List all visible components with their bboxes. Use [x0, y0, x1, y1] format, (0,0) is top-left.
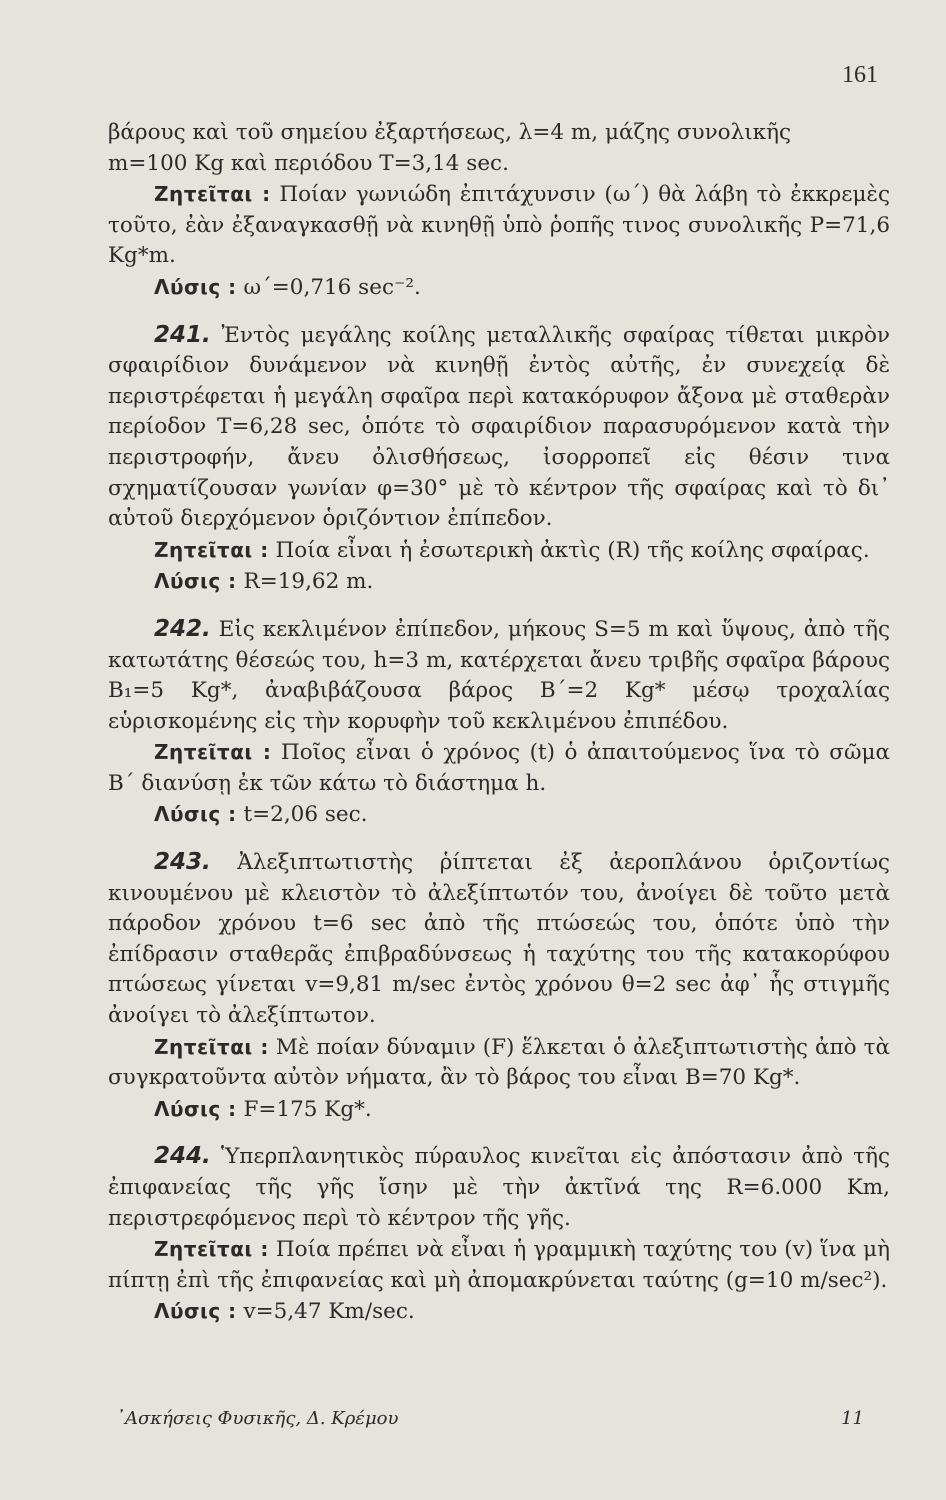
solution: [108, 1094, 890, 1126]
solution: [108, 272, 890, 304]
requirement-text: Ποία εἶναι ἡ ἐσωτερικὴ ἀκτὶς (R) τῆς κοίλης σφαίρας.: [268, 537, 870, 563]
requirement-text: Ποία πρέπει νὰ εἶναι ἡ γραμμικὴ ταχύτης του (v) ἵνα μὴ πίπτῃ ἐπὶ τῆς ἐπιφανείας καὶ μὴ ἀπομακρύνεται ταύτης (g=10 m/sec²).: [108, 1237, 891, 1293]
solution: [108, 566, 890, 598]
page-footer: [116, 1408, 864, 1429]
solution: [108, 799, 890, 831]
problem-242: [108, 614, 890, 737]
problem-244: [108, 1141, 890, 1234]
requirement-label: Ζητεῖται :: [154, 182, 271, 207]
text-line: βάρους καὶ τοῦ σημείου ἐξαρτήσεως, λ=4 m, μάζης συνολικῆς: [108, 120, 792, 145]
requirement: [108, 1032, 890, 1094]
text-line: m=100 Kg καὶ περιόδου T=3,14 sec.: [108, 150, 509, 176]
requirement-text: Μὲ ποίαν δύναμιν (F) ἕλκεται ὁ ἀλεξιπτωτιστὴς ἀπὸ τὰ συγκρατοῦντα αὐτὸν νήματα, ἂν τὸ βάρος του εἶναι B=70 Kg*.: [108, 1034, 891, 1091]
requirement: [108, 737, 890, 799]
solution-label: Λύσις :: [154, 274, 237, 299]
solution-text: ω΄=0,716 sec⁻².: [236, 274, 421, 300]
problem-text: Εἰς κεκλιμένον ἐπίπεδον, μήκους S=5 m καὶ ὕψους, ἀπὸ τῆς κατωτάτης θέσεώς του, h=3 m, κατέρχεται ἄνευ τριβῆς σφαῖρα βάρους B₁=5 Kg*, ἀναβιβάζουσα βάρος B΄=2 Kg* μέσῳ τροχαλίας εὑρισκομένης εἰς τὴν κορυφὴν τοῦ κεκλιμένου ἐπιπέδου.: [108, 616, 890, 734]
requirement-label: Ζητεῖται :: [154, 740, 272, 765]
problem-241: [108, 320, 890, 535]
problem-number: 243.: [154, 849, 211, 876]
solution-label: Λύσις :: [154, 569, 237, 594]
solution-text: v=5,47 Km/sec.: [236, 1299, 415, 1325]
problem-text: Ἐντὸς μεγάλης κοίλης μεταλλικῆς σφαίρας τίθεται μικρὸν σφαιρίδιον δυνάμενον νὰ κινηθῇ ἐντὸς αὐτῆς, ἐν συνεχείᾳ δὲ περιστρέφεται ἡ μεγάλη σφαῖρα περὶ κατακόρυφον ἄξονα μὲ σταθερὰν περίοδον T=6,28 sec, ὁπότε τὸ σφαιρίδιον παρασυρόμενον κατὰ τὴν περιστροφήν, ἄνευ ὀλισθήσεως, ἰσορροπεῖ εἰς θέσιν τινα σχηματίζουσαν γωνίαν φ=30° μὲ τὸ κέντρον τῆς σφαίρας καὶ τὸ δι᾽ αὐτοῦ διερχόμενον ὁριζόντιον ἐπίπεδον.: [108, 322, 891, 532]
problem-number: 244.: [154, 1143, 211, 1170]
problem-243: [108, 847, 890, 1032]
problem-number: 242.: [154, 615, 211, 642]
solution-label: Λύσις :: [154, 1096, 237, 1121]
requirement-text: Ποῖος εἶναι ὁ χρόνος (t) ὁ ἀπαιτούμενος ἵνα τὸ σῶμα B΄ διανύσῃ ἐκ τῶν κάτω τὸ διάστημα h.: [108, 740, 890, 796]
footer-book-title: ᾽Ασκήσεις Φυσικῆς, Δ. Κρέμου: [116, 1408, 399, 1429]
footer-signature-number: 11: [841, 1408, 864, 1429]
requirement: [108, 1234, 890, 1296]
requirement: [108, 535, 890, 567]
solution-label: Λύσις :: [154, 1299, 237, 1324]
problem-number: 241.: [154, 321, 211, 348]
solution: [108, 1296, 890, 1328]
page-body: [108, 118, 890, 1328]
problem-text: Ὑπερπλανητικὸς πύραυλος κινεῖται εἰς ἀπόστασιν ἀπὸ τῆς ἐπιφανείας τῆς γῆς ἴσην μὲ τὴν ἀκτῖνά της R=6.000 Km, περιστρεφόμενος περὶ τὸ κέντρον τῆς γῆς.: [108, 1144, 890, 1231]
requirement: [108, 179, 890, 272]
solution-label: Λύσις :: [154, 802, 237, 827]
page-number: 161: [842, 62, 878, 88]
solution-text: R=19,62 m.: [236, 569, 374, 595]
solution-text: t=2,06 sec.: [236, 802, 368, 828]
solution-text: F=175 Kg*.: [236, 1096, 372, 1122]
problem-text: Ἀλεξιπτωτιστὴς ῥίπτεται ἐξ ἀεροπλάνου ὁριζοντίως κινουμένου μὲ κλειστὸν τὸ ἀλεξίπτωτόν του, ἀνοίγει δὲ τοῦτο μετὰ πάροδον χρόνου t=6 sec ἀπὸ τῆς πτώσεώς του, ὁπότε ὑπὸ τὴν ἐπίδρασιν σταθερᾶς ἐπιβραδύνσεως ἡ ταχύτης του τῆς κατακορύφου πτώσεως γίνεται v=9,81 m/sec ἐντὸς χρόνου θ=2 sec ἀφ᾽ ἧς στιγμῆς ἀνοίγει τὸ ἀλεξίπτωτον.: [108, 850, 890, 1029]
requirement-label: Ζητεῖται :: [154, 1034, 269, 1059]
requirement-text: Ποίαν γωνιώδη ἐπιτάχυνσιν (ω΄) θὰ λάβη τὸ ἐκκρεμὲς τοῦτο, ἐὰν ἐξαναγκασθῇ νὰ κινηθῇ ὑπὸ ῥοπῆς τινος συνολικῆς P=71,6 Kg*m.: [108, 182, 890, 269]
requirement-label: Ζητεῖται :: [154, 537, 269, 562]
requirement-label: Ζητεῖται :: [154, 1237, 269, 1262]
